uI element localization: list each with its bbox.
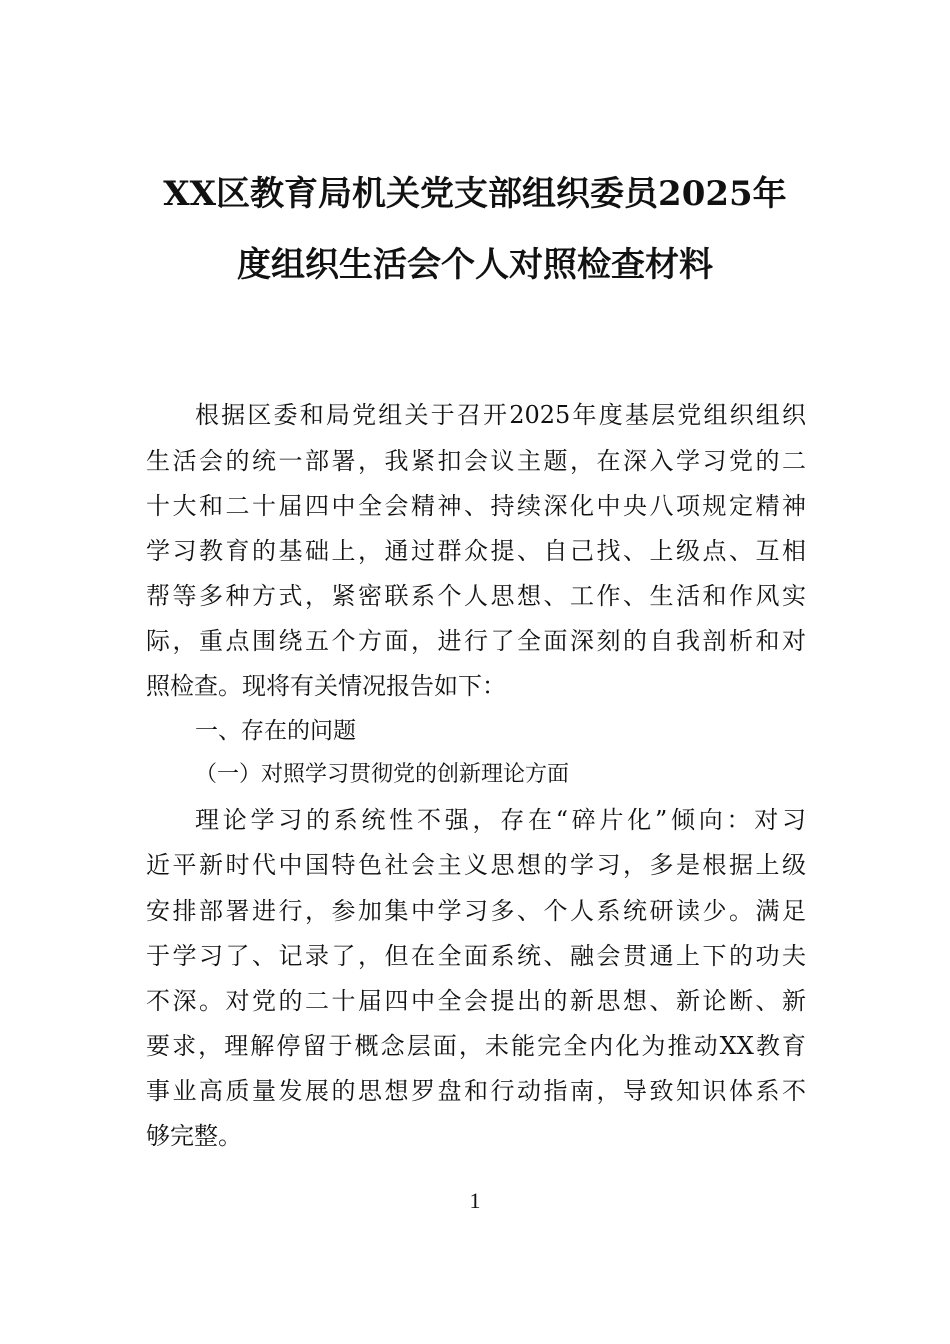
- intro-line: 帮等多种方式，紧密联系个人思想、工作、生活和作风实: [146, 582, 806, 610]
- intro-line: 根据区委和局党组关于召开2025年度基层党组织组织: [195, 401, 806, 429]
- page-number: 1: [469, 1188, 481, 1213]
- intro-line: 学习教育的基础上，通过群众提、自己找、上级点、互相: [146, 537, 806, 565]
- intro-line: 十大和二十届四中全会精神、持续深化中央八项规定精神: [146, 492, 806, 520]
- section-heading-2: （一）对照学习贯彻党的创新理论方面: [195, 762, 570, 787]
- section-line: 于学习了、记录了，但在全面系统、融会贯通上下的功夫: [146, 942, 806, 970]
- section-line: 要求，理解停留于概念层面，未能完全内化为推动XX教育: [146, 1032, 806, 1060]
- section-line: 近平新时代中国特色社会主义思想的学习，多是根据上级: [146, 851, 806, 879]
- document-title-line-1: XX区教育局机关党支部组织委员2025年: [163, 174, 787, 214]
- section-line: 事业高质量发展的思想罗盘和行动指南，导致知识体系不: [146, 1077, 806, 1105]
- section-line: 不深。对党的二十届四中全会提出的新思想、新论断、新: [146, 987, 806, 1015]
- section-line: 理论学习的系统性不强，存在“碎片化”倾向：对习: [195, 806, 806, 834]
- section-line: 安排部署进行，参加集中学习多、个人系统研读少。满足: [146, 897, 806, 925]
- intro-line: 生活会的统一部署，我紧扣会议主题，在深入学习党的二: [146, 447, 806, 475]
- intro-line: 际，重点围绕五个方面，进行了全面深刻的自我剖析和对: [146, 627, 806, 655]
- intro-line: 照检查。现将有关情况报告如下：: [146, 672, 506, 700]
- section-heading-1: 一、存在的问题: [195, 718, 356, 744]
- document-title-line-2: 度组织生活会个人对照检查材料: [237, 245, 713, 285]
- section-line: 够完整。: [146, 1122, 242, 1150]
